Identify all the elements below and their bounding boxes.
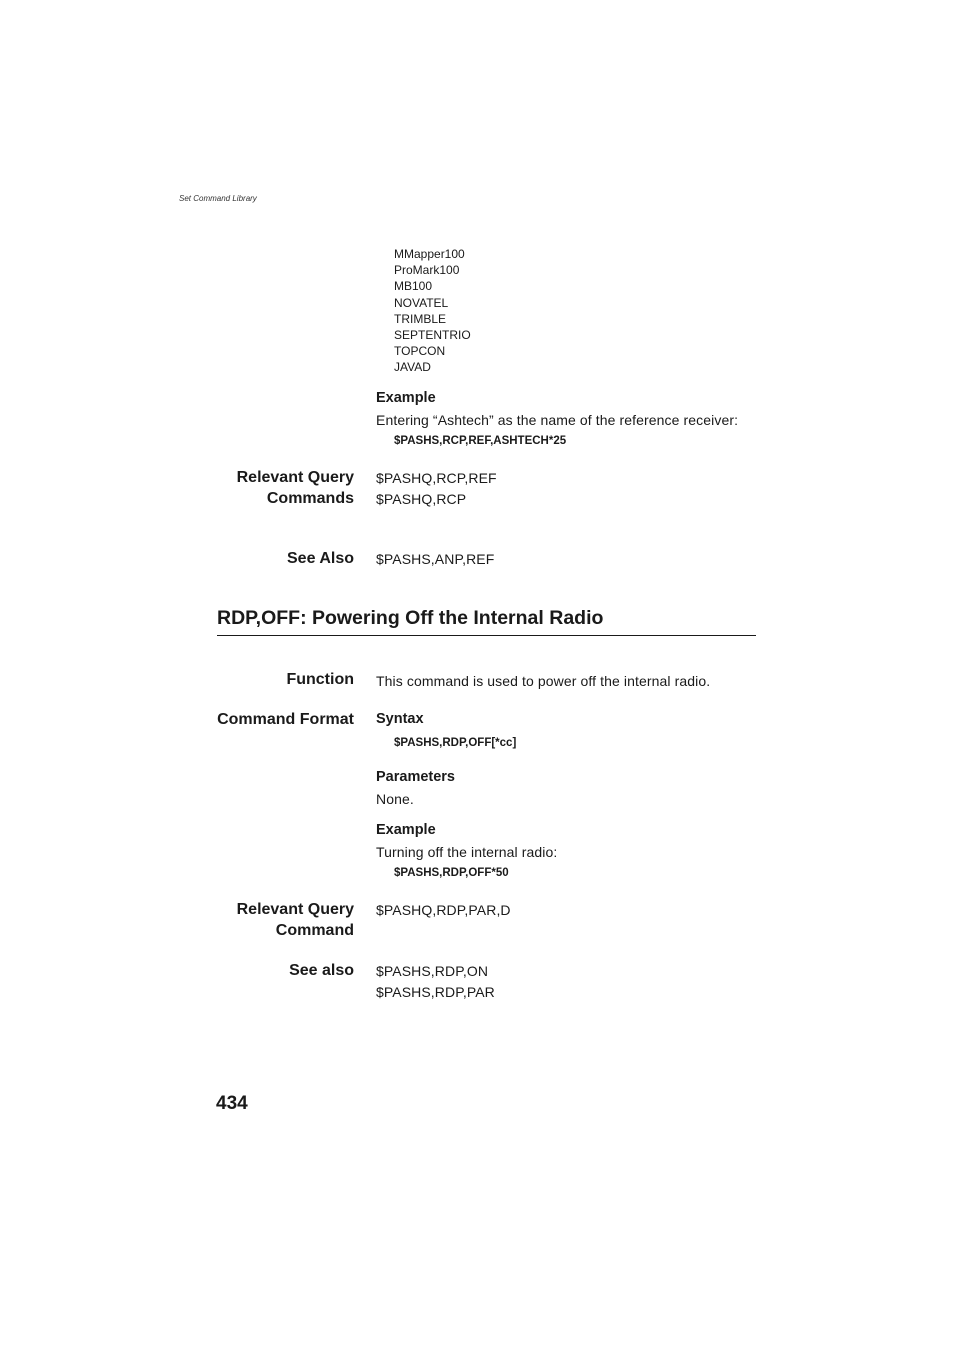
rcp-example-text: Entering “Ashtech” as the name of the reference receiver: [376,412,739,428]
rdp-relevant-query-label [237,899,354,941]
list-item: MMapper100 [394,247,465,261]
parameters-heading: Parameters [376,769,455,785]
command-item: $PASHS,RDP,PAR [376,984,495,1000]
page-number: 434 [216,1093,248,1114]
section-title: RDP,OFF: Powering Off the Internal Radio [217,607,604,629]
rdp-relevant-query-commands [376,900,511,921]
rcp-relevant-query-label [237,467,354,509]
list-item: JAVAD [394,360,431,375]
command-item: $PASHQ,RCP,REF [376,470,497,486]
rdp-example-code: $PASHS,RDP,OFF*50 [394,867,509,879]
command-format-label: Command Format [217,711,354,728]
rcp-see-also-label: See Also [287,550,354,567]
command-item: $PASHQ,RCP [376,491,467,507]
rdp-see-also-label: See also [289,962,354,979]
section-divider [217,635,756,636]
rcp-relevant-query-commands [376,468,497,510]
list-item: ProMark100 [394,263,460,278]
rdp-example-text: Turning off the internal radio: [376,844,558,860]
list-item: NOVATEL [394,295,449,310]
list-item: TRIMBLE [394,311,447,326]
running-header: Set Command Library [179,194,257,203]
function-text: This command is used to power off the internal radio. [376,673,711,689]
label-line: Command [275,922,354,939]
syntax-heading: Syntax [376,711,424,727]
parameters-text: None. [376,791,414,807]
receiver-list [394,246,471,376]
label-line: Commands [266,490,354,507]
rcp-example-code: $PASHS,RCP,REF,ASHTECH*25 [394,435,567,447]
command-item: $PASHS,ANP,REF [376,551,495,567]
label-line: Relevant Query [236,469,354,486]
rcp-example-heading: Example [376,390,436,406]
rcp-see-also-list [376,549,494,570]
list-item: MB100 [394,279,433,294]
function-label: Function [286,671,354,688]
list-item: SEPTENTRIO [394,328,471,343]
command-item: $PASHQ,RDP,PAR,D [376,902,511,918]
syntax-code: $PASHS,RDP,OFF[*cc] [394,737,517,749]
list-item: TOPCON [394,344,446,359]
label-line: Relevant Query [236,901,354,918]
rdp-see-also-list [376,961,495,1003]
rdp-example-heading: Example [376,822,436,838]
command-item: $PASHS,RDP,ON [376,963,489,979]
